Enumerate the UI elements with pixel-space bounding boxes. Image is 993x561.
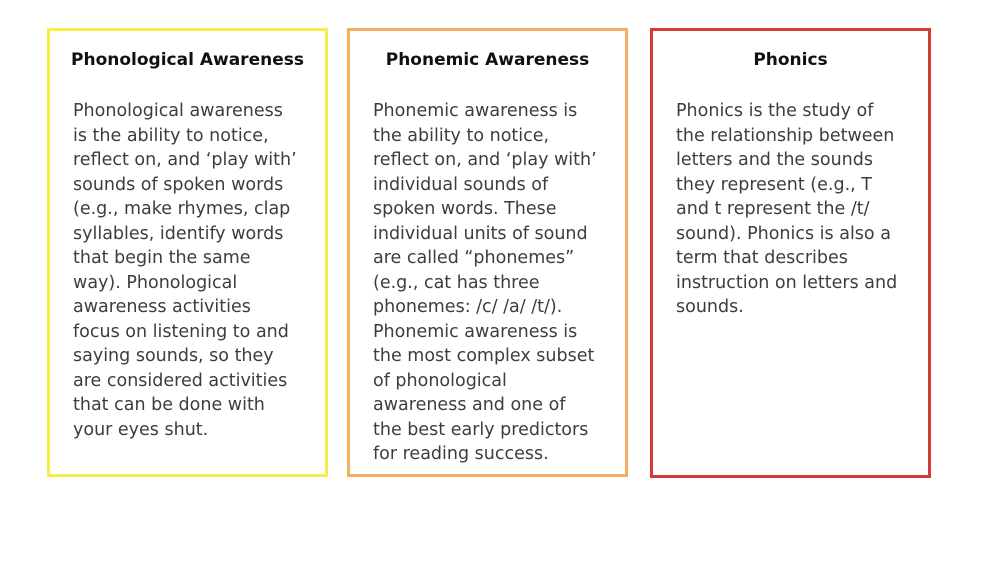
text-line: individual units of sound xyxy=(373,223,588,244)
text-line: the best early predictors xyxy=(373,419,589,440)
text-line: Phonemic awareness is xyxy=(373,321,578,342)
text-line: syllables, identify words xyxy=(73,223,284,244)
text-line: reflect on, and ‘play with’ xyxy=(73,150,297,170)
text-line: is the ability to notice, xyxy=(73,125,269,146)
text-line: sound). Phonics is also a xyxy=(676,223,891,244)
text-line: individual sounds of xyxy=(373,174,549,195)
card-title: Phonemic Awareness xyxy=(385,50,590,70)
text-line: are considered activities xyxy=(73,370,288,391)
text-line: the ability to notice, xyxy=(373,125,550,146)
text-line: the most complex subset xyxy=(373,346,595,366)
card-description xyxy=(73,99,315,442)
text-line: (e.g., cat has three xyxy=(373,272,540,293)
text-line: term that describes xyxy=(676,248,848,268)
text-line: awareness activities xyxy=(73,297,251,317)
text-line: spoken words. These xyxy=(373,199,557,219)
text-line: instruction on letters and xyxy=(676,272,898,293)
text-line: way). Phonological xyxy=(73,272,238,293)
card-phonological-awareness xyxy=(47,28,328,477)
card-description xyxy=(676,99,918,320)
text-line: that can be done with xyxy=(73,395,265,415)
text-line: your eyes shut. xyxy=(73,419,209,440)
text-line: reflect on, and ‘play with’ xyxy=(373,150,597,170)
text-line: are called “phonemes” xyxy=(373,248,575,268)
text-line: letters and the sounds xyxy=(676,150,873,170)
text-line: for reading success. xyxy=(373,444,549,464)
card-phonemic-awareness xyxy=(347,28,628,477)
card-phonics xyxy=(650,28,931,478)
text-line: that begin the same xyxy=(73,248,251,268)
text-line: awareness and one of xyxy=(373,395,566,415)
text-line: of phonological xyxy=(373,370,507,391)
text-line: sounds of spoken words xyxy=(73,174,284,195)
text-line: phonemes: /c/ /a/ /t/). xyxy=(373,297,563,317)
text-line: and t represent the /t/ xyxy=(676,199,870,219)
text-line: focus on listening to and xyxy=(73,321,289,342)
text-line: (e.g., make rhymes, clap xyxy=(73,199,291,219)
text-line: Phonics is the study of xyxy=(676,101,874,121)
text-line: Phonemic awareness is xyxy=(373,101,578,121)
text-line: the relationship between xyxy=(676,125,895,146)
text-line: they represent (e.g., T xyxy=(676,174,872,195)
text-line: saying sounds, so they xyxy=(73,346,274,366)
card-description xyxy=(373,99,615,467)
card-title: Phonics xyxy=(753,50,828,70)
text-line: sounds. xyxy=(676,297,744,317)
text-line: Phonological awareness xyxy=(73,101,283,121)
card-title: Phonological Awareness xyxy=(71,50,304,70)
